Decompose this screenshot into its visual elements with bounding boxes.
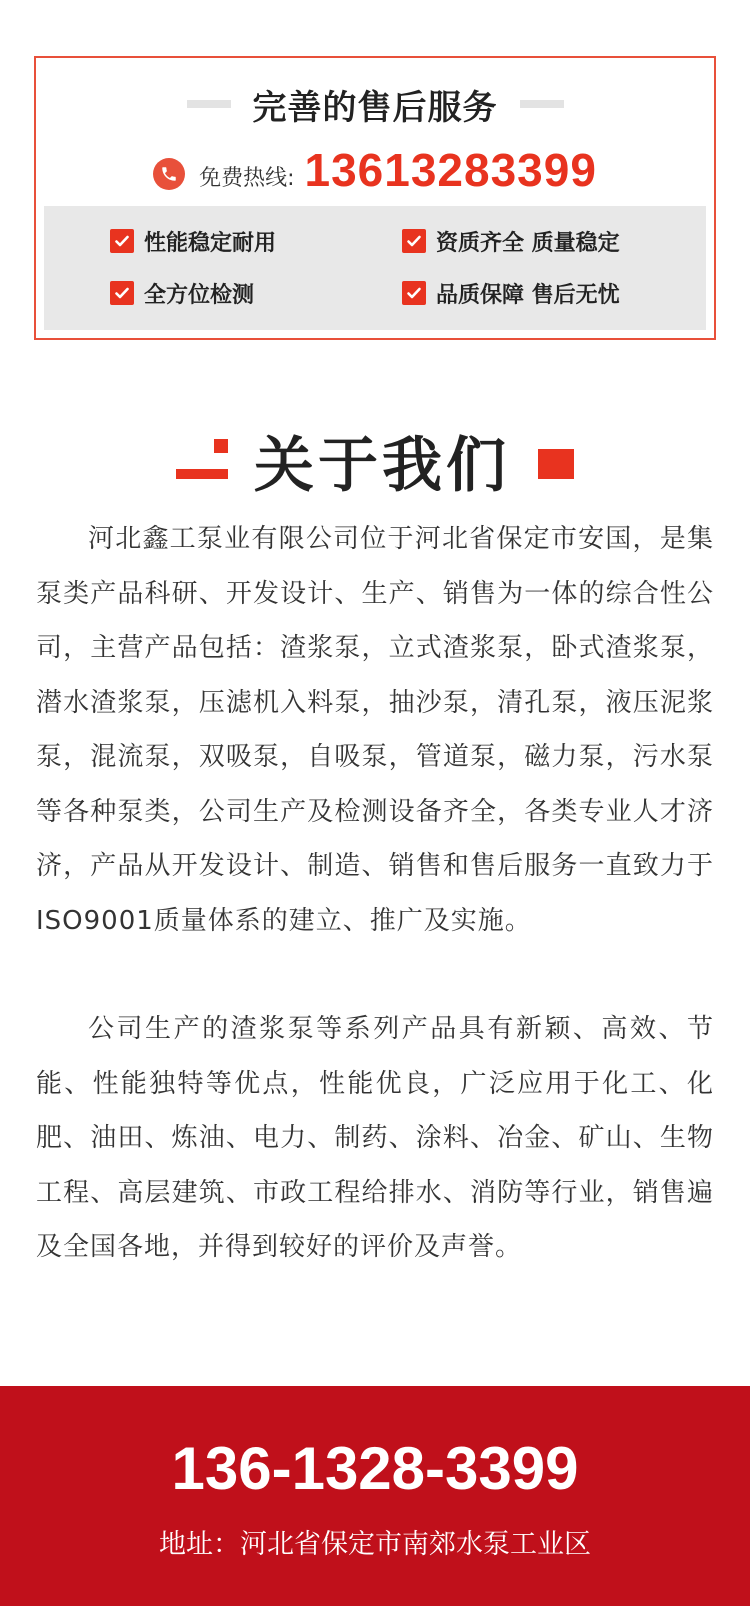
feature-label: 全方位检测 (144, 282, 255, 308)
feature-label: 性能稳定耐用 (144, 230, 277, 256)
service-title: 完善的售后服务 (252, 87, 498, 128)
footer-phone-link[interactable]: 136-1328-3399 (171, 1435, 579, 1502)
checkbox-checked-icon (110, 281, 134, 305)
about-title: 关于我们 (254, 431, 510, 501)
checkbox-checked-icon (110, 229, 134, 253)
decoration-line (176, 469, 228, 479)
hotline-label: 免费热线: (199, 165, 295, 191)
feature-item (110, 278, 254, 308)
footer-address: 地址：河北省保定市南郊水泵工业区 (159, 1529, 591, 1560)
title-decoration-right (538, 449, 574, 479)
phone-icon (153, 158, 185, 190)
about-paragraph-2: 公司生产的渣浆泵等系列产品具有新颖、高效、节能、性能独特等优点，性能优良，广泛应用于化工、化肥、油田、炼油、电力、制药、涂料、冶金、矿山、生物工程、高层建筑、市政工程给排水、消防等行业，销售遍及全国各地，并得到较好的评价及声誉。 (36, 1014, 714, 1262)
title-divider-left (187, 100, 231, 108)
title-decoration-left (176, 437, 228, 485)
about-paragraph-1: 河北鑫工泵业有限公司位于河北省保定市安国，是集泵类产品科研、开发设计、生产、销售为一体的综合性公司，主营产品包括：渣浆泵，立式渣浆泵，卧式渣浆泵，潜水渣浆泵，压滤机入料泵，抽沙泵，清孔泵，液压泥浆泵，混流泵，双吸泵，自吸泵，管道泵，磁力泵，污水泵等各种泵类，公司生产及检测设备齐全，各类专业人才济济，产品从开发设计、制造、销售和售后服务一直致力于ISO9001质量体系的建立、推广及实施。 (36, 524, 714, 936)
checkbox-checked-icon (402, 281, 426, 305)
hotline-row (36, 138, 714, 202)
title-divider-right (520, 100, 564, 108)
hotline-number-link[interactable]: 13613283399 (304, 144, 597, 196)
feature-item (110, 226, 276, 256)
service-title-row (36, 80, 714, 128)
feature-item (402, 226, 620, 256)
footer-contact-banner (0, 1386, 750, 1606)
feature-label: 资质齐全 质量稳定 (436, 230, 620, 256)
features-panel (44, 206, 706, 330)
feature-label: 品质保障 售后无忧 (436, 282, 620, 308)
checkbox-checked-icon (402, 229, 426, 253)
feature-item (402, 278, 620, 308)
after-sales-service-box (34, 56, 716, 340)
decoration-square (214, 439, 228, 453)
about-title-row (0, 424, 750, 501)
